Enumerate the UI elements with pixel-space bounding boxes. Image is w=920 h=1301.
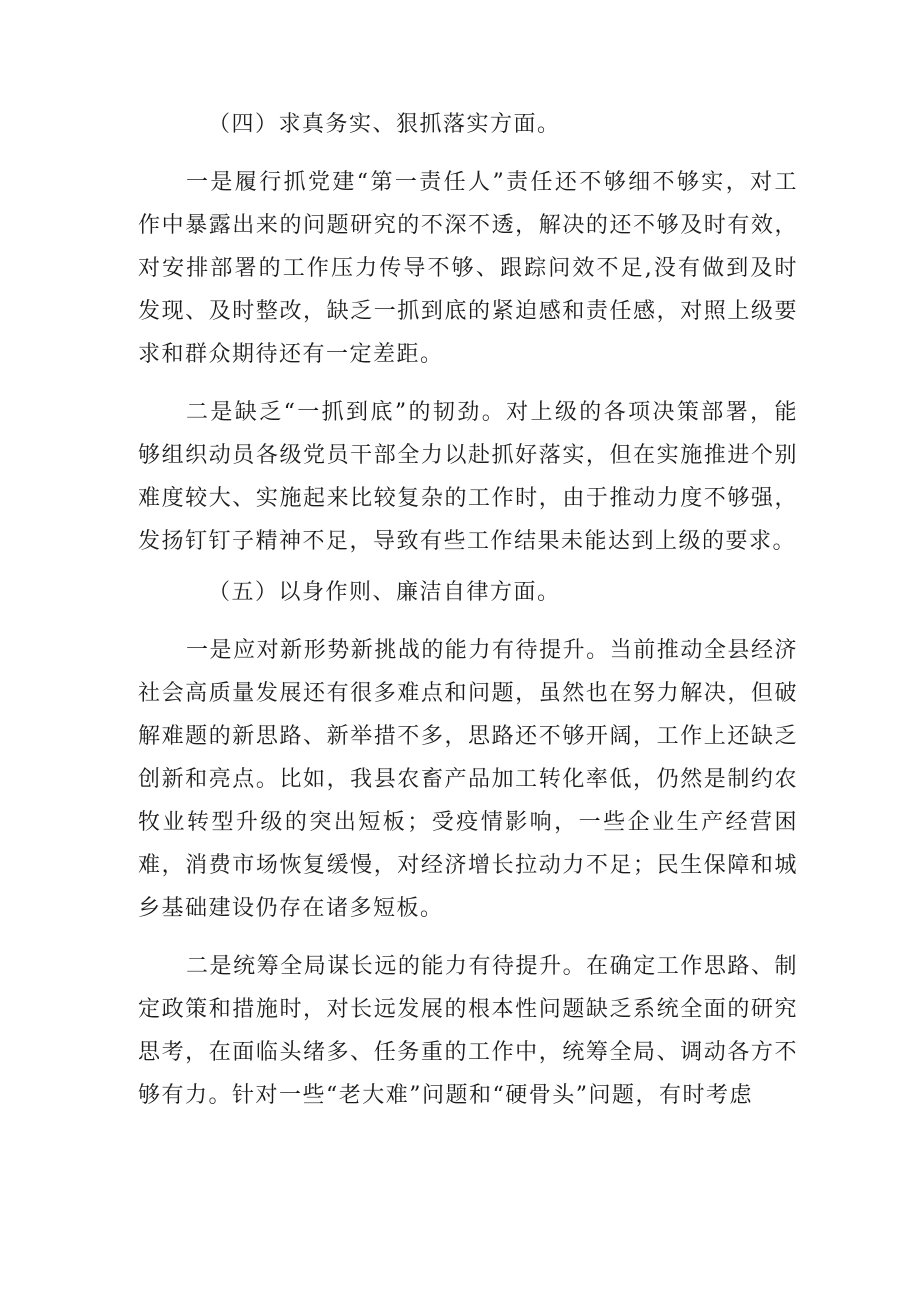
document-body (138, 103, 798, 1117)
section-4-paragraph-2: 二是缺乏“一抓到底”的韧劲。对上级的各项决策部署，能够组织动员各级党员干部全力以赴抓好落实，但在实施推进个别难度较大、实施起来比较复杂的工作时，由于推动力度不够强，发扬钉钉子精神不足，导致有些工作结果未能达到上级的要求。 (138, 400, 798, 554)
section-4-heading: （四）求真务实、狠抓落实方面。 (208, 112, 561, 137)
section-4-paragraph-1: 一是履行抓党建“第一责任人”责任还不够细不够实，对工作中暴露出来的问题研究的不深不透，解决的还不够及时有效，对安排部署的工作压力传导不够、跟踪问效不足,没有做到及时发现、及时整改，缺乏一抓到底的紧迫感和责任感，对照上级要求和群众期待还有一定差距。 (138, 170, 798, 367)
section-5-heading: （五）以身作则、廉洁自律方面。 (208, 580, 561, 605)
section-5-paragraph-2: 二是统筹全局谋长远的能力有待提升。在确定工作思路、制定政策和措施时，对长远发展的根本性问题缺乏系统全面的研究思考，在面临头绪多、任务重的工作中，统筹全局、调动各方不够有力。针对一些“老大难”问题和“硬骨头”问题，有时考虑 (138, 954, 798, 1108)
section-5-paragraph-1: 一是应对新形势新挑战的能力有待提升。当前推动全县经济社会高质量发展还有很多难点和问题，虽然也在努力解决，但破解难题的新思路、新举措不多，思路还不够开阔，工作上还缺乏创新和亮点。比如，我县农畜产品加工转化率低，仍然是制约农牧业转型升级的突出短板；受疫情影响，一些企业生产经营困难，消费市场恢复缓慢，对经济增长拉动力不足；民生保障和城乡基础建设仍存在诸多短板。 (138, 638, 798, 921)
